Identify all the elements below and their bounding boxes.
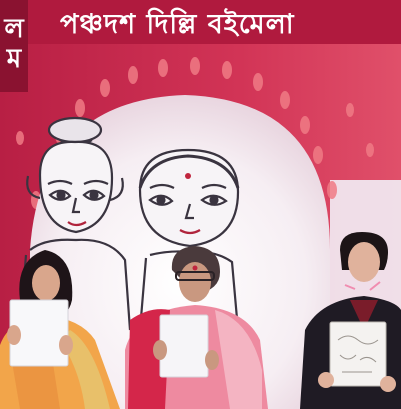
booklet-sketch — [330, 322, 386, 386]
festival-logo — [4, 14, 24, 74]
banner-title: পঞ্চদশ দিল্লি বইমেলা — [60, 9, 295, 40]
logo-glyph-top: ল — [4, 14, 24, 44]
booklet-white-2 — [160, 315, 208, 377]
logo-glyph-bottom: ম — [6, 44, 22, 74]
